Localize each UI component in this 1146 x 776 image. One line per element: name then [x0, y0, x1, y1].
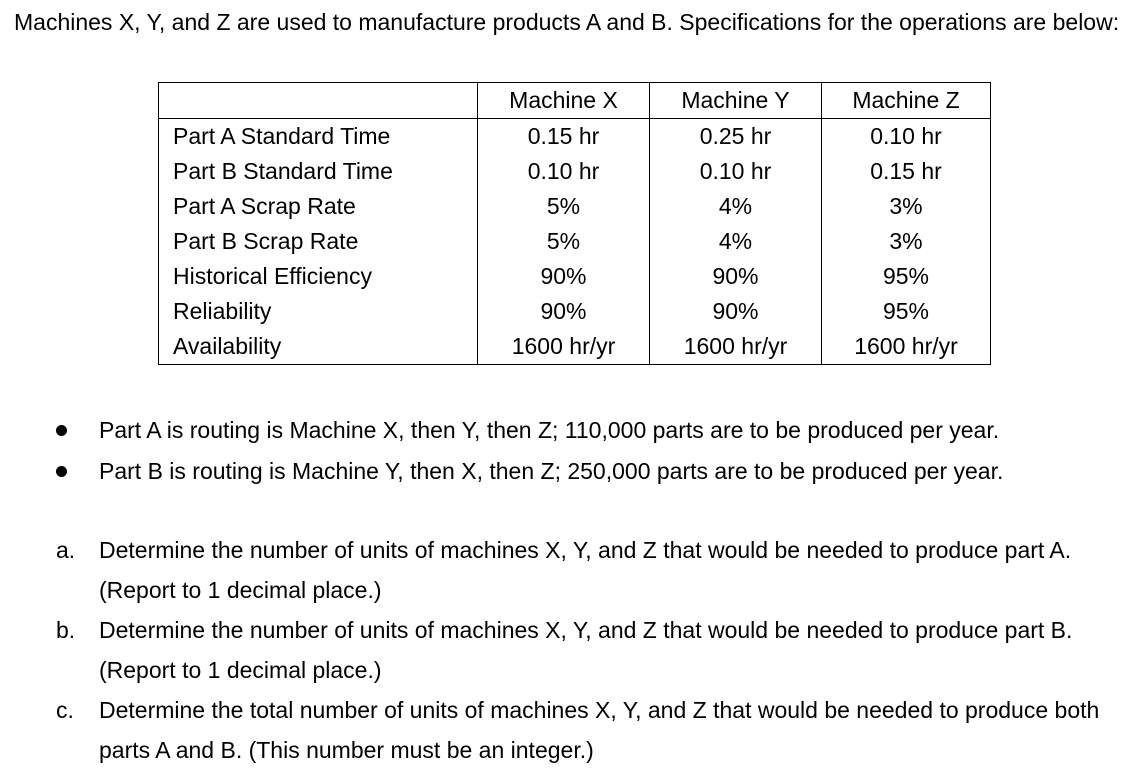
table-row: [159, 224, 991, 259]
cell-machine-x: 1600 hr/yr: [478, 329, 650, 365]
header-blank: [159, 83, 478, 119]
question-marker: c.: [56, 697, 74, 723]
cell-machine-x: 0.10 hr: [478, 154, 650, 189]
question-item: [0, 610, 1139, 690]
question-text: Determine the number of units of machines X, Y, and Z that would be needed to produce part B. (Report to 1 decimal place.): [99, 617, 1073, 683]
cell-machine-y: 90%: [650, 294, 822, 329]
bullet-icon: [56, 466, 67, 477]
table-row: [159, 119, 991, 155]
cell-machine-y: 1600 hr/yr: [650, 329, 822, 365]
cell-machine-z: 0.15 hr: [822, 154, 991, 189]
list-item: [0, 410, 1146, 451]
header-machine-y: Machine Y: [650, 83, 822, 119]
cell-machine-z: 1600 hr/yr: [822, 329, 991, 365]
question-marker: a.: [56, 537, 76, 563]
table-row: [159, 259, 991, 294]
header-machine-z: Machine Z: [822, 83, 991, 119]
cell-machine-y: 4%: [650, 189, 822, 224]
machine-spec-table: [158, 82, 991, 365]
table-row: [159, 294, 991, 329]
question-list: [0, 530, 1146, 770]
row-label: Part B Scrap Rate: [159, 224, 478, 259]
question-text: Determine the number of units of machines X, Y, and Z that would be needed to produce part A. (Report to 1 decimal place.): [99, 537, 1072, 603]
question-text: Determine the total number of units of machines X, Y, and Z that would be needed to produce both parts A and B. (This number must be an integer.): [99, 697, 1100, 763]
cell-machine-z: 95%: [822, 294, 991, 329]
cell-machine-z: 3%: [822, 224, 991, 259]
cell-machine-z: 3%: [822, 189, 991, 224]
row-label: Availability: [159, 329, 478, 365]
question-item: [0, 690, 1139, 770]
list-item: [0, 451, 1146, 492]
table-row: [159, 154, 991, 189]
header-machine-x: Machine X: [478, 83, 650, 119]
cell-machine-x: 90%: [478, 294, 650, 329]
table-row: [159, 189, 991, 224]
row-label: Part B Standard Time: [159, 154, 478, 189]
intro-paragraph: Machines X, Y, and Z are used to manufacture products A and B. Specifications for the operations are below:: [14, 9, 1120, 35]
cell-machine-y: 0.25 hr: [650, 119, 822, 155]
question-marker: b.: [56, 617, 76, 643]
cell-machine-x: 0.15 hr: [478, 119, 650, 155]
bullet-icon: [56, 425, 67, 436]
cell-machine-y: 0.10 hr: [650, 154, 822, 189]
row-label: Part A Standard Time: [159, 119, 478, 155]
cell-machine-x: 90%: [478, 259, 650, 294]
row-label: Reliability: [159, 294, 478, 329]
cell-machine-z: 0.10 hr: [822, 119, 991, 155]
cell-machine-y: 90%: [650, 259, 822, 294]
bullet-text: Part A is routing is Machine X, then Y, then Z; 110,000 parts are to be produced per year.: [99, 417, 1000, 443]
table-header-row: [159, 83, 991, 119]
table-row: [159, 329, 991, 365]
cell-machine-x: 5%: [478, 224, 650, 259]
cell-machine-x: 5%: [478, 189, 650, 224]
row-label: Historical Efficiency: [159, 259, 478, 294]
row-label: Part A Scrap Rate: [159, 189, 478, 224]
cell-machine-y: 4%: [650, 224, 822, 259]
routing-bullet-list: [0, 410, 1146, 492]
bullet-text: Part B is routing is Machine Y, then X, then Z; 250,000 parts are to be produced per year.: [99, 458, 1004, 484]
cell-machine-z: 95%: [822, 259, 991, 294]
question-item: [0, 530, 1139, 610]
